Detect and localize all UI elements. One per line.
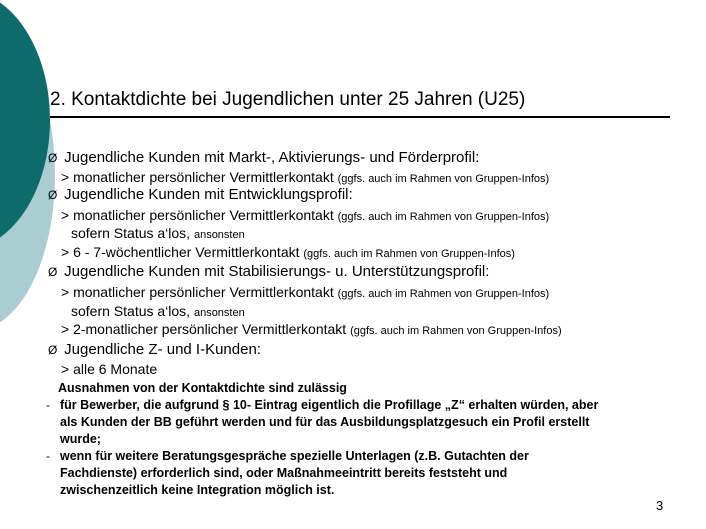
exception-2-line-3: zwischenzeitlich keine Integration möglich ist. bbox=[60, 483, 335, 497]
exception-2-line-1: wenn für weitere Beratungsgespräche spezielle Unterlagen (z.B. Gutachten der bbox=[60, 449, 529, 463]
slide-title: 2. Kontaktdichte bei Jugendlichen unter 25 Jahren (U25) bbox=[50, 89, 526, 110]
exception-1-line-3: wurde; bbox=[60, 432, 101, 446]
arrow-bullet-icon: Ø bbox=[48, 343, 58, 357]
arrow-bullet-icon: Ø bbox=[48, 188, 58, 202]
section-3-row-3: > 2-monatlicher persönlicher Vermittlerkontakt (ggfs. auch im Rahmen von Gruppen-Infos) bbox=[61, 321, 562, 337]
exceptions-heading: Ausnahmen von der Kontaktdichte sind zulässig bbox=[58, 381, 347, 395]
arrow-bullet-icon: Ø bbox=[48, 151, 58, 165]
dash-bullet-icon: - bbox=[46, 449, 50, 463]
section-2-row-2: sofern Status a‘los, ansonsten bbox=[71, 225, 245, 241]
exception-1-line-1: für Bewerber, die aufgrund § 10- Eintrag eigentlich die Profillage „Z“ erhalten würden, aber bbox=[60, 398, 599, 412]
section-3-heading: Ø Jugendliche Kunden mit Stabilisierungs- u. Unterstützungsprofil: bbox=[48, 263, 490, 280]
section-2-row-3: > 6 - 7-wöchentlicher Vermittlerkontakt (ggfs. auch im Rahmen von Gruppen-Infos) bbox=[61, 244, 515, 260]
page-number: 3 bbox=[656, 498, 664, 513]
section-1-row-1: > monatlicher persönlicher Vermittlerkontakt (ggfs. auch im Rahmen von Gruppen-Infos) bbox=[61, 169, 550, 185]
title-divider bbox=[50, 116, 670, 118]
section-3-row-2: sofern Status a‘los, ansonsten bbox=[71, 303, 245, 319]
dash-bullet-icon: - bbox=[46, 398, 50, 412]
section-2-row-1: > monatlicher persönlicher Vermittlerkontakt (ggfs. auch im Rahmen von Gruppen-Infos) bbox=[61, 207, 550, 223]
section-4-row-1: > alle 6 Monate bbox=[61, 361, 158, 377]
section-2-heading: Ø Jugendliche Kunden mit Entwicklungsprofil: bbox=[48, 186, 353, 203]
exception-1-line-2: als Kunden der BB geführt werden und für das Ausbildungsplatzgesuch ein Profil erstellt bbox=[60, 415, 590, 429]
exception-2-line-2: Fachdienste) erforderlich sind, oder Maßnahmeeintritt bereits feststeht und bbox=[60, 466, 508, 480]
arrow-bullet-icon: Ø bbox=[48, 265, 58, 279]
section-3-row-1: > monatlicher persönlicher Vermittlerkontakt (ggfs. auch im Rahmen von Gruppen-Infos) bbox=[61, 284, 550, 300]
section-4-heading: Ø Jugendliche Z- und I-Kunden: bbox=[48, 341, 261, 358]
section-1-heading: Ø Jugendliche Kunden mit Markt-, Aktivierungs- und Förderprofil: bbox=[48, 149, 480, 166]
